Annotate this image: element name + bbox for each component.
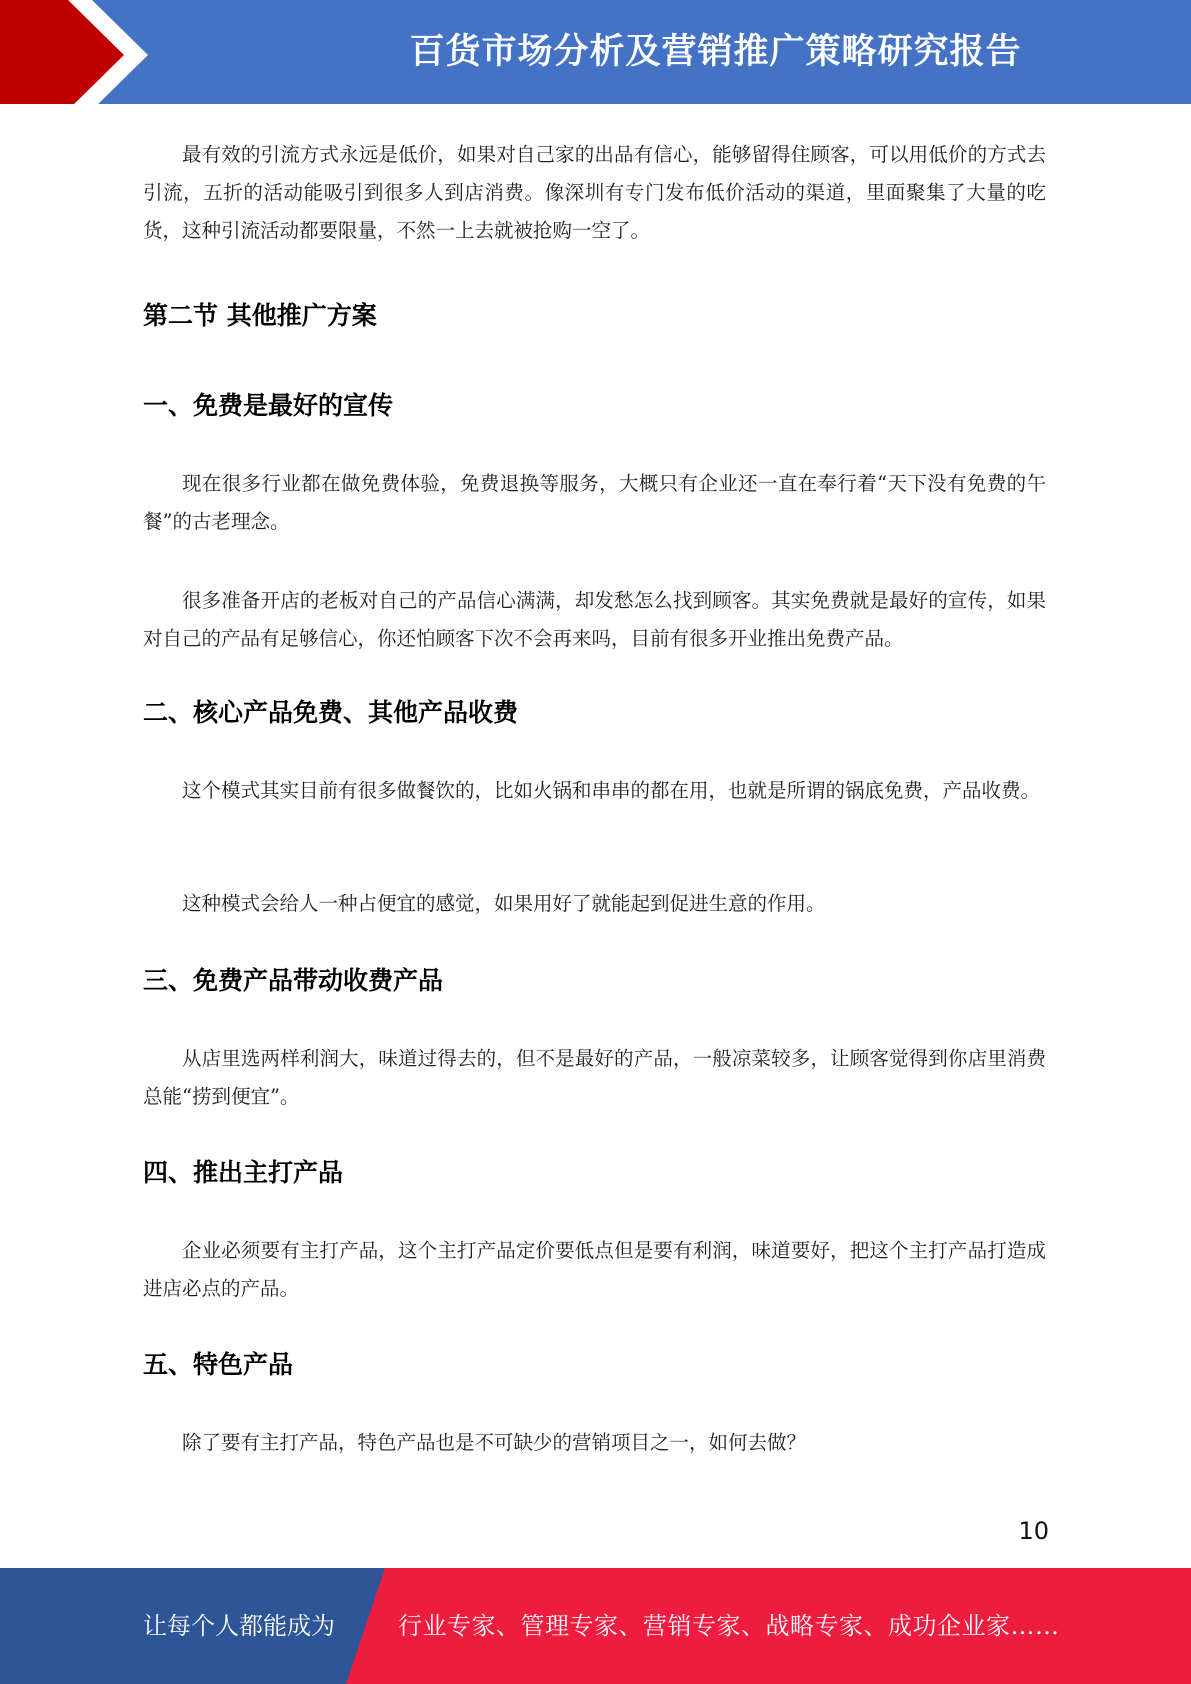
subsection-heading-5: 五、特色产品 bbox=[143, 1350, 294, 1379]
subsection-heading-4: 四、推出主打产品 bbox=[143, 1158, 344, 1187]
subsection-2-paragraph-2: 这种模式会给人一种占便宜的感觉，如果用好了就能起到促进生意的作用。 bbox=[182, 892, 826, 915]
subsection-4-paragraph-1: 企业必须要有主打产品，这个主打产品定价要低点但是要有利润，味道要好，把这个主打产品打造成进店必点的产品。 bbox=[143, 1239, 1046, 1300]
subsection-5-paragraph-1: 除了要有主打产品，特色产品也是不可缺少的营销项目之一，如何去做？ bbox=[182, 1431, 807, 1454]
page-number: 10 bbox=[1018, 1517, 1049, 1545]
subsection-2-paragraph-1: 这个模式其实目前有很多做餐饮的，比如火锅和串串的都在用，也就是所谓的锅底免费，产品收费。 bbox=[182, 779, 1041, 802]
footer-slogan-right: 行业专家、管理专家、营销专家、战略专家、成功企业家…… bbox=[398, 1612, 1060, 1640]
footer-slogan-left: 让每个人都能成为 bbox=[143, 1612, 335, 1640]
page-header bbox=[0, 0, 1191, 110]
subsection-heading-3: 三、免费产品带动收费产品 bbox=[143, 966, 444, 995]
intro-paragraph: 最有效的引流方式永远是低价，如果对自己家的出品有信心，能够留得住顾客，可以用低价的方式去引流，五折的活动能吸引到很多人到店消费。像深圳有专门发布低价活动的渠道，里面聚集了大量的吃货，这种引流活动都要限量，不然一上去就被抢购一空了。 bbox=[143, 143, 1046, 242]
page-footer bbox=[0, 1568, 1191, 1684]
subsection-heading-2: 二、核心产品免费、其他产品收费 bbox=[143, 698, 519, 727]
document-title: 百货市场分析及营销推广策略研究报告 bbox=[409, 32, 1022, 72]
subsection-1-paragraph-1: 现在很多行业都在做免费体验，免费退换等服务，大概只有企业还一直在奉行着“天下没有免费的午餐”的古老理念。 bbox=[143, 472, 1046, 533]
subsection-3-paragraph-1: 从店里选两样利润大，味道过得去的，但不是最好的产品，一般凉菜较多，让顾客觉得到你店里消费总能“捞到便宜”。 bbox=[143, 1047, 1046, 1108]
section-title: 第二节 其他推广方案 bbox=[143, 301, 377, 330]
subsection-heading-1: 一、免费是最好的宣传 bbox=[143, 391, 394, 420]
subsection-1-paragraph-2: 很多准备开店的老板对自己的产品信心满满，却发愁怎么找到顾客。其实免费就是最好的宣传，如果对自己的产品有足够信心，你还怕顾客下次不会再来吗，目前有很多开业推出免费产品。 bbox=[143, 589, 1046, 650]
